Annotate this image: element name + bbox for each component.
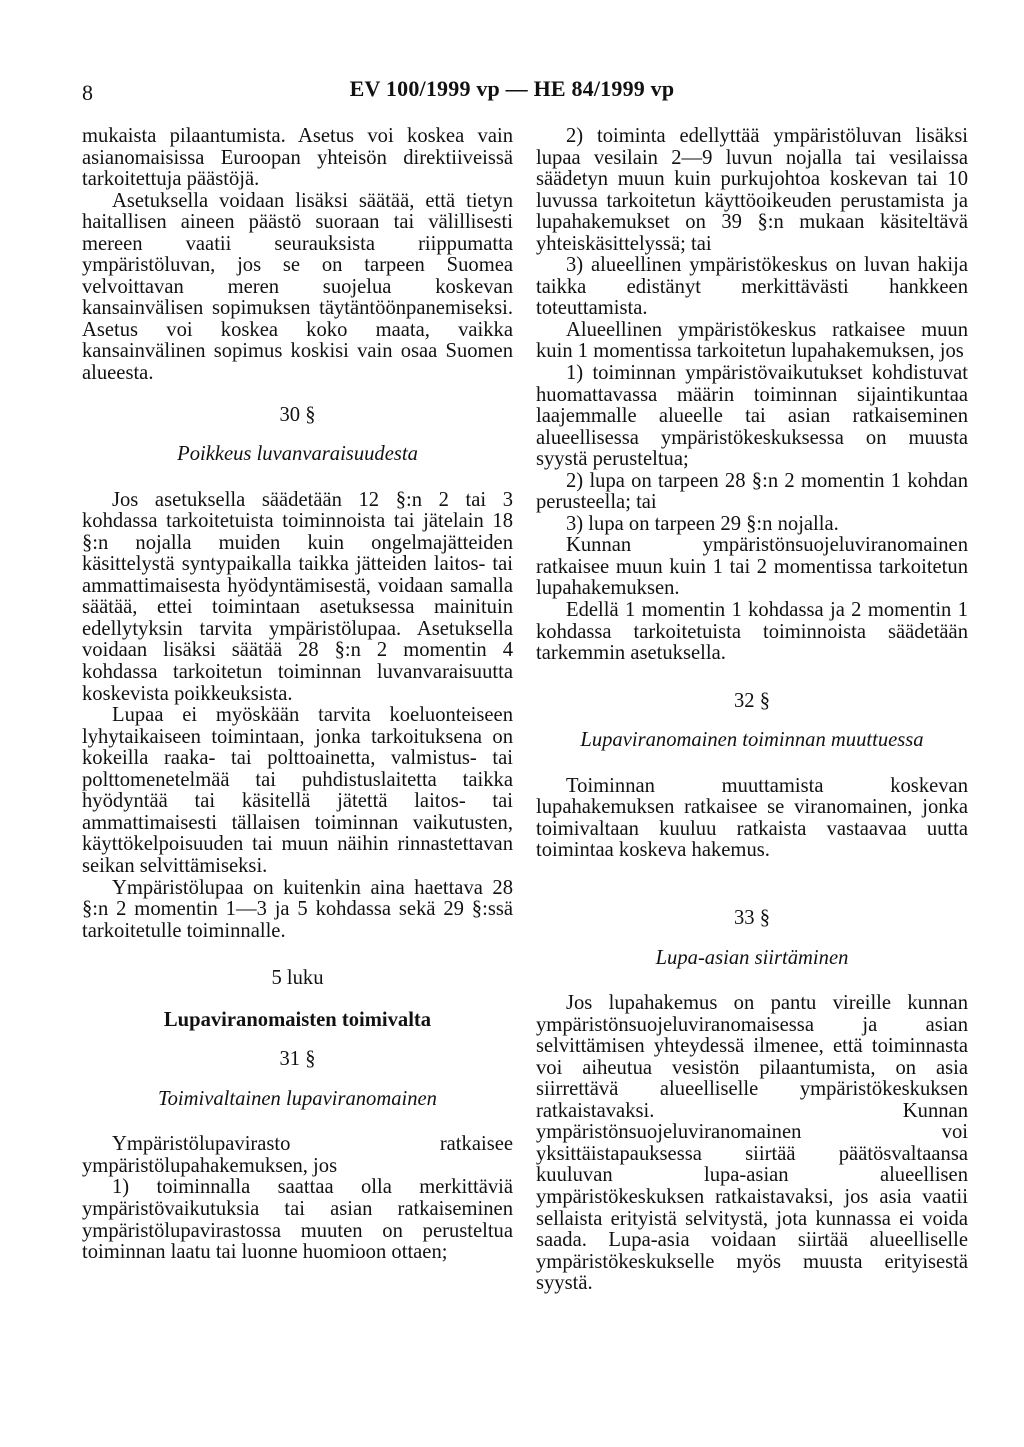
paragraph: Ympäristölupaa on kuitenkin aina haettava 28 §:n 2 momentin 1—3 ja 5 kohdassa sekä 29 §:ssä tarkoitetulle toiminnalle. (82, 876, 513, 942)
paragraph: mukaista pilaantumista. Asetus voi koskea vain asianomaisissa Euroopan yhteisön direktiiveissä tarkoitettuja päästöjä. (82, 125, 513, 191)
paragraph: 3) lupa on tarpeen 29 §:n nojalla. (566, 512, 839, 535)
paragraph: Toiminnan muuttamista koskevan lupahakemuksen ratkaisee se viranomainen, jonka toimivaltaan kuuluu ratkaista vastaavaa uutta toimintaa koskeva hakemus. (536, 774, 968, 862)
section-number: 33 § (733, 906, 771, 929)
chapter-title: Lupaviranomaisten toimivalta (163, 1008, 432, 1031)
paragraph: 2) lupa on tarpeen 28 §:n 2 momentin 1 kohdan perusteella; tai (536, 469, 968, 514)
section-title: Lupaviranomainen toiminnan muuttuessa (580, 729, 924, 752)
section-number: 30 § (279, 403, 316, 426)
paragraph: Jos lupahakemus on pantu vireille kunnan ympäristönsuojeluviranomaisessa ja asian selvittämisen yhteydessä ilmenee, että toiminnasta voi aiheutua vesistön pilaantumista, on asia siirrettävä alueelliselle ympäristökeskuksen ratkaistavaksi. Kunnan ympäristönsuojeluviranomainen voi yksittäistapauksessa siirtää päätösvaltaansa kuuluvan lupa-asian alueellisen ympäristökeskuksen ratkaistavaksi, jos asia vaatii sellaista erityistä selvitystä, jota kunnassa ei voida saada. Lupa-asia voidaan siirtää alueelliselle ympäristökeskukselle myös muusta erityisestä syystä. (536, 992, 968, 1295)
paragraph: 3) alueellinen ympäristökeskus on luvan hakija taikka edistänyt merkittävästi hankkeen toteuttamista. (536, 254, 968, 320)
page-number: 8 (82, 80, 93, 105)
right-column (536, 126, 968, 1295)
section-number: 31 § (279, 1048, 316, 1071)
paragraph: Asetuksella voidaan lisäksi säätää, että tietyn haitallisen aineen päästö suoraan tai välillisesti mereen vaatii seurauksista riippumatta ympäristöluvan, jos se on tarpeen Suomea velvoittavan meren suojelua koskevan kansainvälisen sopimuksen täytäntöönpanemiseksi. Asetus voi koskea koko maata, vaikka kansainvälinen sopimus koskisi vain osaa Suomen alueesta. (82, 189, 513, 385)
section-number: 32 § (733, 689, 771, 712)
paragraph: Ympäristölupavirasto ratkaisee ympäristölupahakemuksen, jos (82, 1133, 513, 1177)
running-head: EV 100/1999 vp — HE 84/1999 vp (349, 76, 675, 101)
paragraph: 1) toiminnalla saattaa olla merkittäviä ympäristövaikutuksia tai asian ratkaiseminen ympäristölupavirastossa muuten on perusteltua toiminnan laatu tai luonne huomioon ottaen; (82, 1176, 513, 1264)
section-title: Lupa-asian siirtäminen (655, 946, 849, 969)
chapter-number: 5 luku (271, 967, 324, 990)
paragraph: Kunnan ympäristönsuojeluviranomainen ratkaisee muun kuin 1 tai 2 momentissa tarkoitetun lupahakemuksen. (536, 534, 968, 600)
section-title: Poikkeus luvanvaraisuudesta (177, 443, 418, 466)
paragraph: Edellä 1 momentin 1 kohdassa ja 2 momentin 1 kohdassa tarkoitetuista toiminnoista säädetään tarkemmin asetuksella. (536, 599, 968, 665)
paragraph: Lupaa ei myöskään tarvita koeluonteiseen lyhytaikaiseen toimintaan, jonka tarkoituksena on kokeilla raaka- tai polttoainetta, valmistus- tai polttomenetelmää tai puhdistuslaitetta taikka hyödyntää tai käsitellä jätettä laitos- tai ammattimaisesti tällaisen toiminnan vaikutusten, käyttökelpoisuuden tai muun näihin rinnastettavan seikan selvittämiseksi. (82, 704, 513, 877)
paragraph: 2) toiminta edellyttää ympäristöluvan lisäksi lupaa vesilain 2—9 luvun nojalla tai vesilaissa säädetyn muun kuin purkujohtoa koskevan tai 10 luvussa tarkoitetun käyttöoikeuden perustamista ja lupahakemukset on 39 §:n mukaan käsiteltävä yhteiskäsittelyssä; tai (536, 125, 968, 255)
paragraph: Alueellinen ympäristökeskus ratkaisee muun kuin 1 momentissa tarkoitetun lupahakemuksen, jos (536, 318, 968, 363)
section-title: Toimivaltainen lupaviranomainen (158, 1087, 437, 1110)
left-column (82, 126, 513, 1264)
paragraph: 1) toiminnan ympäristövaikutukset kohdistuvat huomattavassa määrin toiminnan sijaintikuntaa laajemmalle alueelle tai asian ratkaiseminen alueellisessa ympäristökeskuksessa on muusta syystä perusteltua; (536, 362, 968, 471)
paragraph: Jos asetuksella säädetään 12 §:n 2 tai 3 kohdassa tarkoitetuista toiminnoista tai jätelain 18 §:n nojalla muiden kuin ongelmajätteiden käsittelystä syntypaikalla taikka jätteiden laitos- tai ammattimaisesta hyödyntämisestä, voidaan samalla säätää, ettei toimintaan asetuksessa mainituin edellytyksin tarvita ympäristölupaa. Asetuksella voidaan lisäksi säätää 28 §:n 2 momentin 4 kohdassa tarkoitetun toiminnan luvanvaraisuutta koskevista poikkeuksista. (82, 488, 513, 705)
